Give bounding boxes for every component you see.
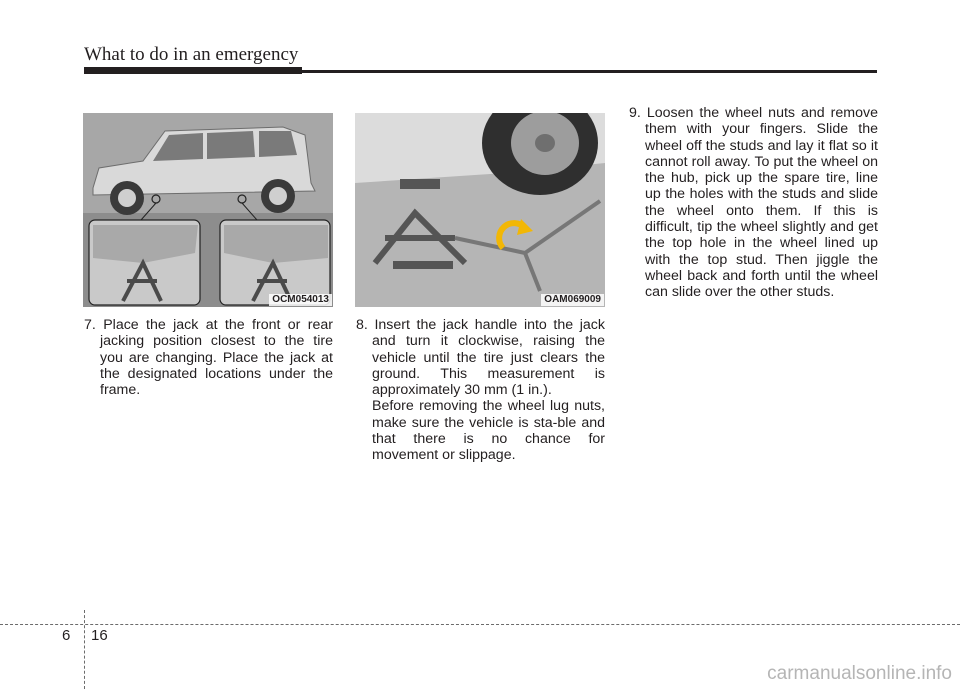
jack-handle-illustration [355, 113, 605, 307]
header-tab [84, 67, 302, 74]
step-8 [356, 317, 605, 464]
figure-jack-points [83, 113, 333, 307]
figure-caption: OAM069009 [541, 294, 604, 306]
step-9 [629, 105, 878, 301]
footer-divider [0, 624, 960, 625]
car-jacking-illustration [83, 113, 333, 307]
step-9-text: 9. Loosen the wheel nuts and remove them with your fingers. Slide the wheel off the studs and lay it flat so it cannot roll away. To put the wheel on the hub, pick up the spare tire, line up the holes with the studs and slide the wheel onto them. If this is difficult, tip the wheel slightly and get the top hole in the wheel lined up with the top stud. Then jiggle the wheel back and forth until the wheel can slide over the other studs. [629, 105, 878, 301]
section-title: What to do in an emergency [84, 44, 299, 65]
figure-jack-handle [355, 113, 605, 307]
step-7 [84, 317, 333, 398]
footer-vertical-divider [84, 610, 85, 689]
step-7-text: 7. Place the jack at the front or rear jacking position closest to the tire you are changing. Place the jack at the designated locations under the frame. [84, 317, 333, 399]
section-number: 6 [62, 627, 71, 644]
step-8-caution: Before removing the wheel lug nuts, make sure the vehicle is sta-ble and that there is no chance for movement or slippage. [372, 398, 605, 464]
page-number: 16 [91, 627, 108, 644]
figure-caption: OCM054013 [269, 294, 332, 306]
step-8-text: 8. Insert the jack handle into the jack and turn it clockwise, raising the vehicle until the tire just clears the ground. This measurement is approximately 30 mm (1 in.). [356, 317, 605, 399]
watermark: carmanualsonline.info [767, 663, 952, 684]
